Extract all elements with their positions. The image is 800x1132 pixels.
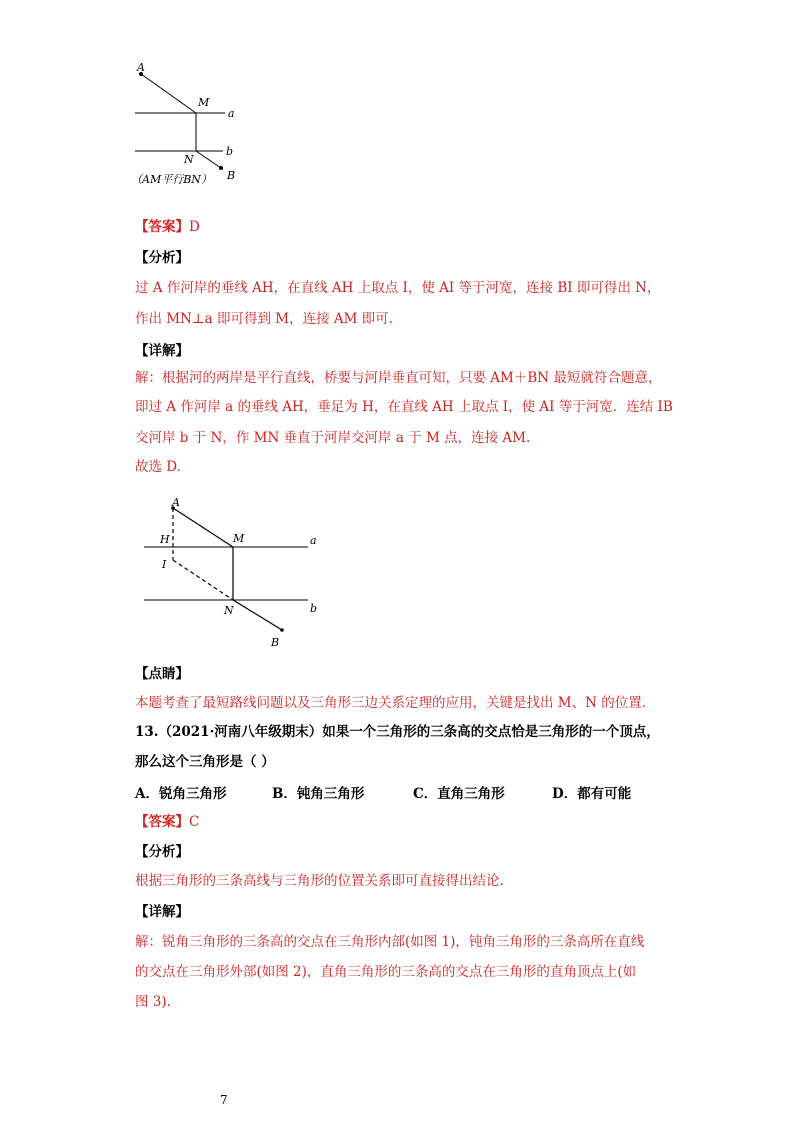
comment-1-text: 本题考查了最短路线问题以及三角形三边关系定理的应用，关键是找出 M、N 的位置.: [135, 695, 647, 711]
detail-2-label: 【详解】: [135, 904, 189, 920]
answer-2-value: C: [189, 814, 200, 830]
label-a: a: [228, 107, 235, 120]
detail-1-label: 【详解】: [135, 343, 189, 359]
label-b: b: [226, 145, 234, 158]
label-a: a: [310, 534, 317, 547]
figure-2: [140, 490, 340, 655]
analysis-1-line-2: 作出 MN⊥a 即可得到 M，连接 AM 即可.: [135, 311, 394, 327]
detail-1-line-3: 交河岸 b 于 N，作 MN 垂直于河岸交河岸 a 于 M 点，连接 AM.: [135, 430, 531, 446]
label-A: A: [137, 61, 145, 74]
label-H: H: [160, 533, 170, 546]
label-B: B: [227, 169, 236, 182]
segment-am: [141, 74, 196, 113]
label-b: b: [310, 602, 318, 615]
detail-1-line-2: 即过 A 作河岸 a 的垂线 AH，垂足为 H，在直线 AH 上取点 I，使 AI 等于河宽．连结 IB: [135, 399, 673, 415]
analysis-2-text: 根据三角形的三条高线与三角形的位置关系即可直接得出结论.: [135, 873, 504, 889]
detail-2-line-3: 图 3).: [135, 994, 171, 1010]
label-B: B: [271, 636, 280, 649]
analysis-2-label: 【分析】: [135, 844, 189, 860]
label-N: N: [184, 153, 194, 166]
segment-am: [173, 508, 233, 547]
choice-b: B．钝角三角形: [272, 786, 365, 802]
segment-in: [173, 560, 233, 600]
label-M: M: [233, 532, 245, 545]
answer-2-label: 【答案】: [135, 814, 189, 830]
answer-1-label: 【答案】: [135, 219, 189, 235]
choice-a: A．锐角三角形: [135, 786, 227, 802]
figure-1: [125, 55, 265, 195]
detail-1-line-4: 故选 D.: [135, 459, 181, 475]
answer-1-value: D: [189, 219, 200, 235]
question-13-text-1: （2021·河南八年级期末）如果一个三角形的三条高的交点恰是三角形的一个顶点，: [158, 724, 660, 740]
question-13-number: 13.: [135, 724, 159, 740]
choice-c: C．直角三角形: [413, 786, 505, 802]
choice-d: D．都有可能: [552, 786, 632, 802]
question-13-line-1: [135, 722, 660, 742]
analysis-1-line-1: 过 A 作河岸的垂线 AH，在直线 AH 上取点 I，使 AI 等于河宽，连接 BI 即可得出 N，: [135, 280, 661, 296]
label-N: N: [224, 604, 234, 617]
point-b: [280, 628, 284, 632]
segment-nb: [233, 600, 282, 630]
segment-nb: [196, 151, 221, 168]
label-I: I: [162, 558, 167, 571]
question-13-line-2: 那么这个三角形是（ ）: [135, 754, 275, 770]
comment-1-label: 【点睛】: [135, 666, 189, 682]
detail-2-line-2: 的交点在三角形外部(如图 2)，直角三角形的三条高的交点在三角形的直角顶点上(如: [135, 964, 637, 980]
detail-1-line-1: 解：根据河的两岸是平行直线，桥要与河岸垂直可知，只要 AM＋BN 最短就符合题意，: [135, 370, 662, 386]
figure-1-caption: （AM平行BN）: [131, 173, 212, 186]
label-M: M: [198, 96, 210, 109]
page-number: 7: [220, 1093, 228, 1107]
detail-2-line-1: 解：锐角三角形的三条高的交点在三角形内部(如图 1)，钝角三角形的三条高所在直线: [135, 934, 645, 950]
point-b: [219, 166, 223, 170]
label-A: A: [172, 496, 180, 509]
analysis-1-label: 【分析】: [135, 250, 189, 266]
